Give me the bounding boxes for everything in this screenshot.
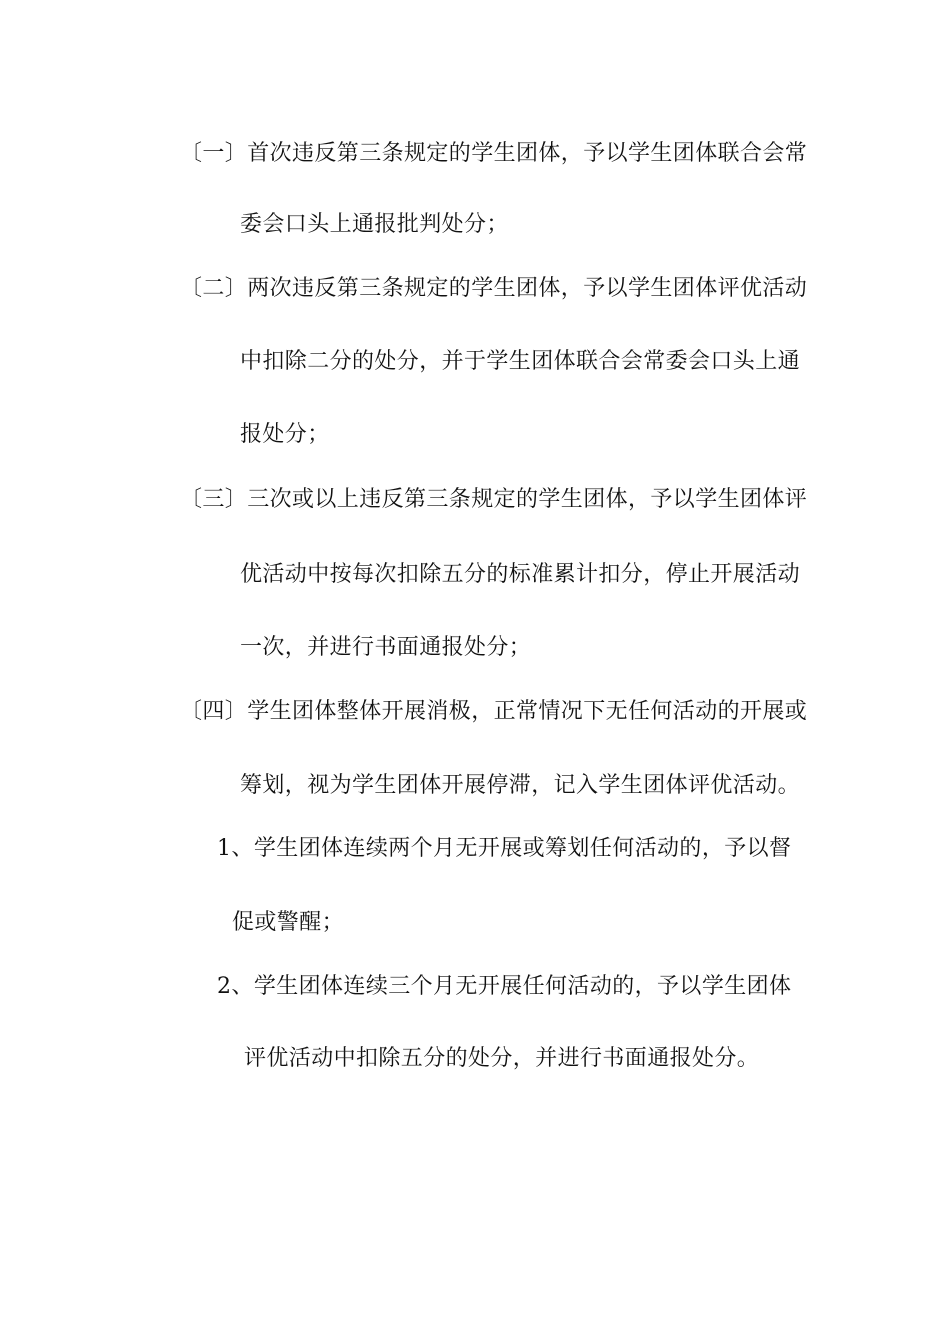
clause-4-line-1 [180, 697, 807, 727]
clause-3-text-2: 优活动中按每次扣除五分的标准累计扣分，停止开展活动 [240, 562, 801, 587]
item-2-text-2: 评优活动中扣除五分的处分，并进行书面通报处分。 [244, 1046, 760, 1071]
clause-2-text-3: 报处分； [240, 422, 330, 447]
clause-3-line-1 [180, 485, 807, 515]
item-2-number: 2、 [217, 974, 254, 999]
clause-3-marker: 〔三〕 [180, 487, 248, 512]
clause-2-line-1 [180, 274, 807, 304]
clause-2-marker: 〔二〕 [180, 276, 248, 301]
clause-2-text-1: 两次违反第三条规定的学生团体，予以学生团体评优活动 [247, 276, 808, 301]
clause-4-text-1: 学生团体整体开展消极，正常情况下无任何活动的开展或 [247, 699, 808, 724]
item-1-number: 1、 [217, 836, 254, 861]
item-1-text-2: 促或警醒； [232, 910, 345, 935]
clause-3-text-1: 三次或以上违反第三条规定的学生团体，予以学生团体评 [247, 487, 808, 512]
clause-1-marker: 〔一〕 [180, 141, 248, 166]
item-2-line-1 [217, 972, 791, 1002]
clause-2-text-2: 中扣除二分的处分，并于学生团体联合会常委会口头上通 [240, 349, 801, 374]
clause-3-text-3: 一次，并进行书面通报处分； [240, 635, 532, 660]
item-1-line-1 [217, 834, 791, 864]
clause-1-text-2: 委会口头上通报批判处分； [240, 212, 509, 237]
clause-1-text-1: 首次违反第三条规定的学生团体，予以学生团体联合会常 [247, 141, 808, 166]
clause-1-line-1 [180, 139, 807, 169]
item-1-text-1: 学生团体连续两个月无开展或筹划任何活动的，予以督 [253, 836, 792, 861]
clause-4-marker: 〔四〕 [180, 699, 248, 724]
clause-4-text-2: 筹划，视为学生团体开展停滞，记入学生团体评优活动。 [240, 773, 801, 798]
item-2-text-1: 学生团体连续三个月无开展任何活动的，予以学生团体 [253, 974, 792, 999]
